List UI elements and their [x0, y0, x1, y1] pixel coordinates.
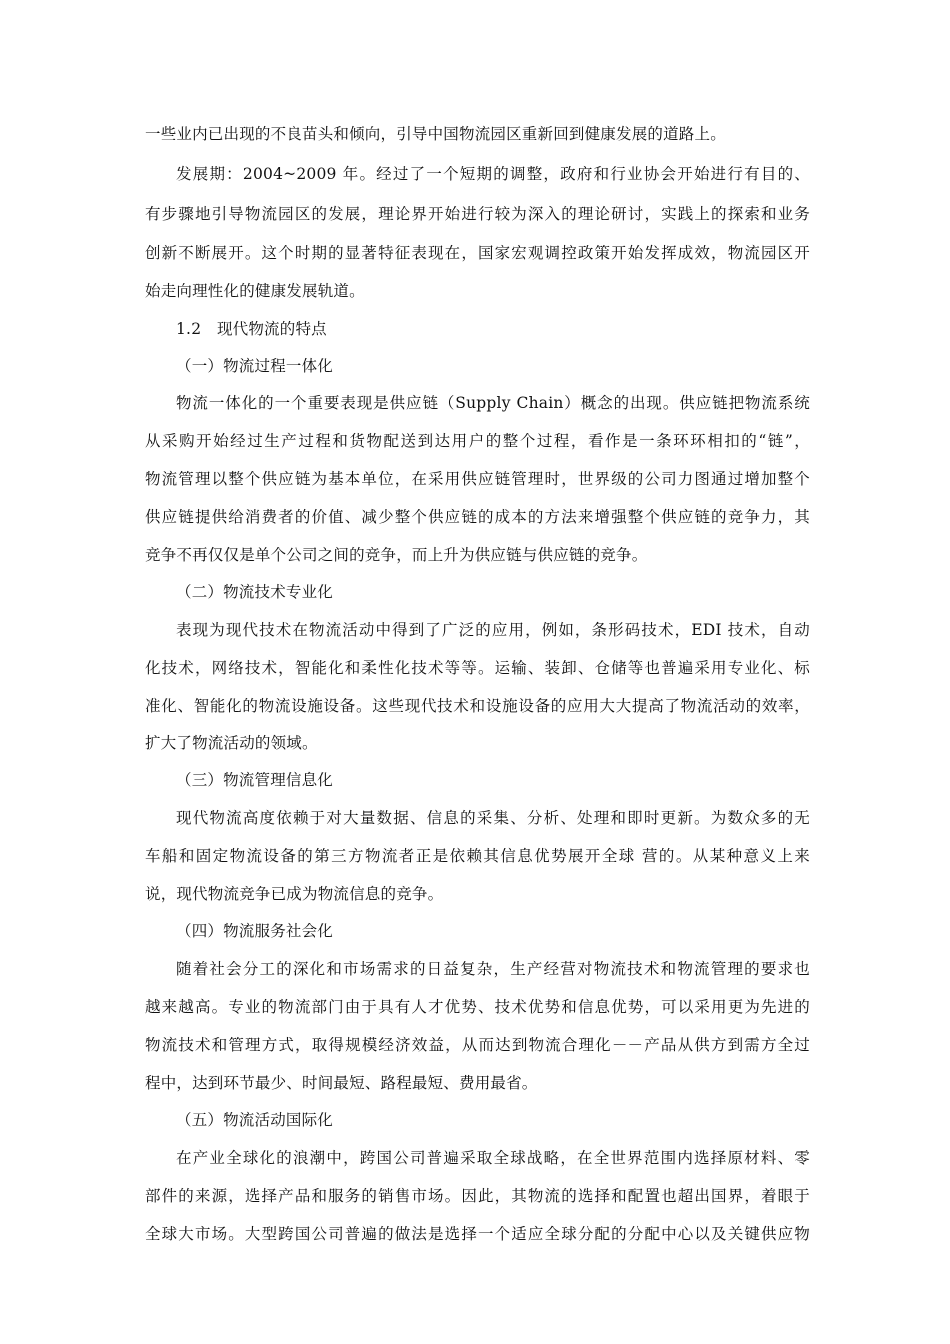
paragraph-line: 越来越高。专业的物流部门由于具有人才优势、技术优势和信息优势，可以采用更为先进的: [145, 998, 810, 1016]
paragraph-line: 说，现代物流竞争已成为物流信息的竞争。: [145, 885, 444, 903]
paragraph-line: 化技术，网络技术，智能化和柔性化技术等等。运输、装卸、仓储等也普遍采用专业化、标: [145, 659, 810, 677]
section-heading: 1.2 现代物流的特点: [176, 320, 327, 338]
paragraph-line: 发展期：2004~2009 年。经过了一个短期的调整，政府和行业协会开始进行有目的、: [176, 165, 810, 183]
paragraph-line: 供应链提供给消费者的价值、减少整个供应链的成本的方法来增强整个供应链的竞争力，其: [145, 508, 810, 526]
paragraph-line: 物流一体化的一个重要表现是供应链（Supply Chain）概念的出现。供应链把物流系统: [176, 394, 810, 412]
paragraph-line: 一些业内已出现的不良苗头和倾向，引导中国物流园区重新回到健康发展的道路上。: [145, 125, 726, 143]
paragraph-line: 准化、智能化的物流设施设备。这些现代技术和设施设备的应用大大提高了物流活动的效率，: [145, 697, 810, 715]
paragraph-line: 表现为现代技术在物流活动中得到了广泛的应用，例如，条形码技术，EDI 技术，自动: [176, 621, 810, 639]
paragraph-line: 有步骤地引导物流园区的发展，理论界开始进行较为深入的理论研讨，实践上的探索和业务: [145, 205, 810, 223]
paragraph-line: 程中，达到环节最少、时间最短、路程最短、费用最省。: [145, 1074, 538, 1092]
subsection-heading: （二）物流技术专业化: [176, 583, 334, 601]
subsection-heading: （一）物流过程一体化: [176, 357, 334, 375]
paragraph-line: 全球大市场。大型跨国公司普遍的做法是选择一个适应全球分配的分配中心以及关键供应物: [145, 1225, 810, 1243]
subsection-heading: （四）物流服务社会化: [176, 922, 334, 940]
paragraph-line: 始走向理性化的健康发展轨道。: [145, 282, 365, 300]
paragraph-line: 竞争不再仅仅是单个公司之间的竞争，而上升为供应链与供应链的竞争。: [145, 546, 648, 564]
paragraph-line: 物流技术和管理方式，取得规模经济效益，从而达到物流合理化－－产品从供方到需方全过: [145, 1036, 810, 1054]
paragraph-line: 从采购开始经过生产过程和货物配送到达用户的整个过程，看作是一条环环相扣的“链”，: [145, 432, 810, 450]
subsection-heading: （五）物流活动国际化: [176, 1111, 334, 1129]
paragraph-line: 扩大了物流活动的领域。: [145, 734, 318, 752]
subsection-heading: （三）物流管理信息化: [176, 771, 334, 789]
paragraph-line: 随着社会分工的深化和市场需求的日益复杂，生产经营对物流技术和物流管理的要求也: [176, 960, 810, 978]
paragraph-line: 车船和固定物流设备的第三方物流者正是依赖其信息优势展开全球 营的。从某种意义上来: [145, 847, 810, 865]
paragraph-line: 部件的来源，选择产品和服务的销售市场。因此，其物流的选择和配置也超出国界，着眼于: [145, 1187, 810, 1205]
paragraph-line: 物流管理以整个供应链为基本单位，在采用供应链管理时，世界级的公司力图通过增加整个: [145, 470, 810, 488]
paragraph-line: 在产业全球化的浪潮中，跨国公司普遍采取全球战略，在全世界范围内选择原材料、零: [176, 1149, 810, 1167]
paragraph-line: 现代物流高度依赖于对大量数据、信息的采集、分析、处理和即时更新。为数众多的无: [176, 809, 810, 827]
paragraph-line: 创新不断展开。这个时期的显著特征表现在，国家宏观调控政策开始发挥成效，物流园区开: [145, 244, 810, 262]
